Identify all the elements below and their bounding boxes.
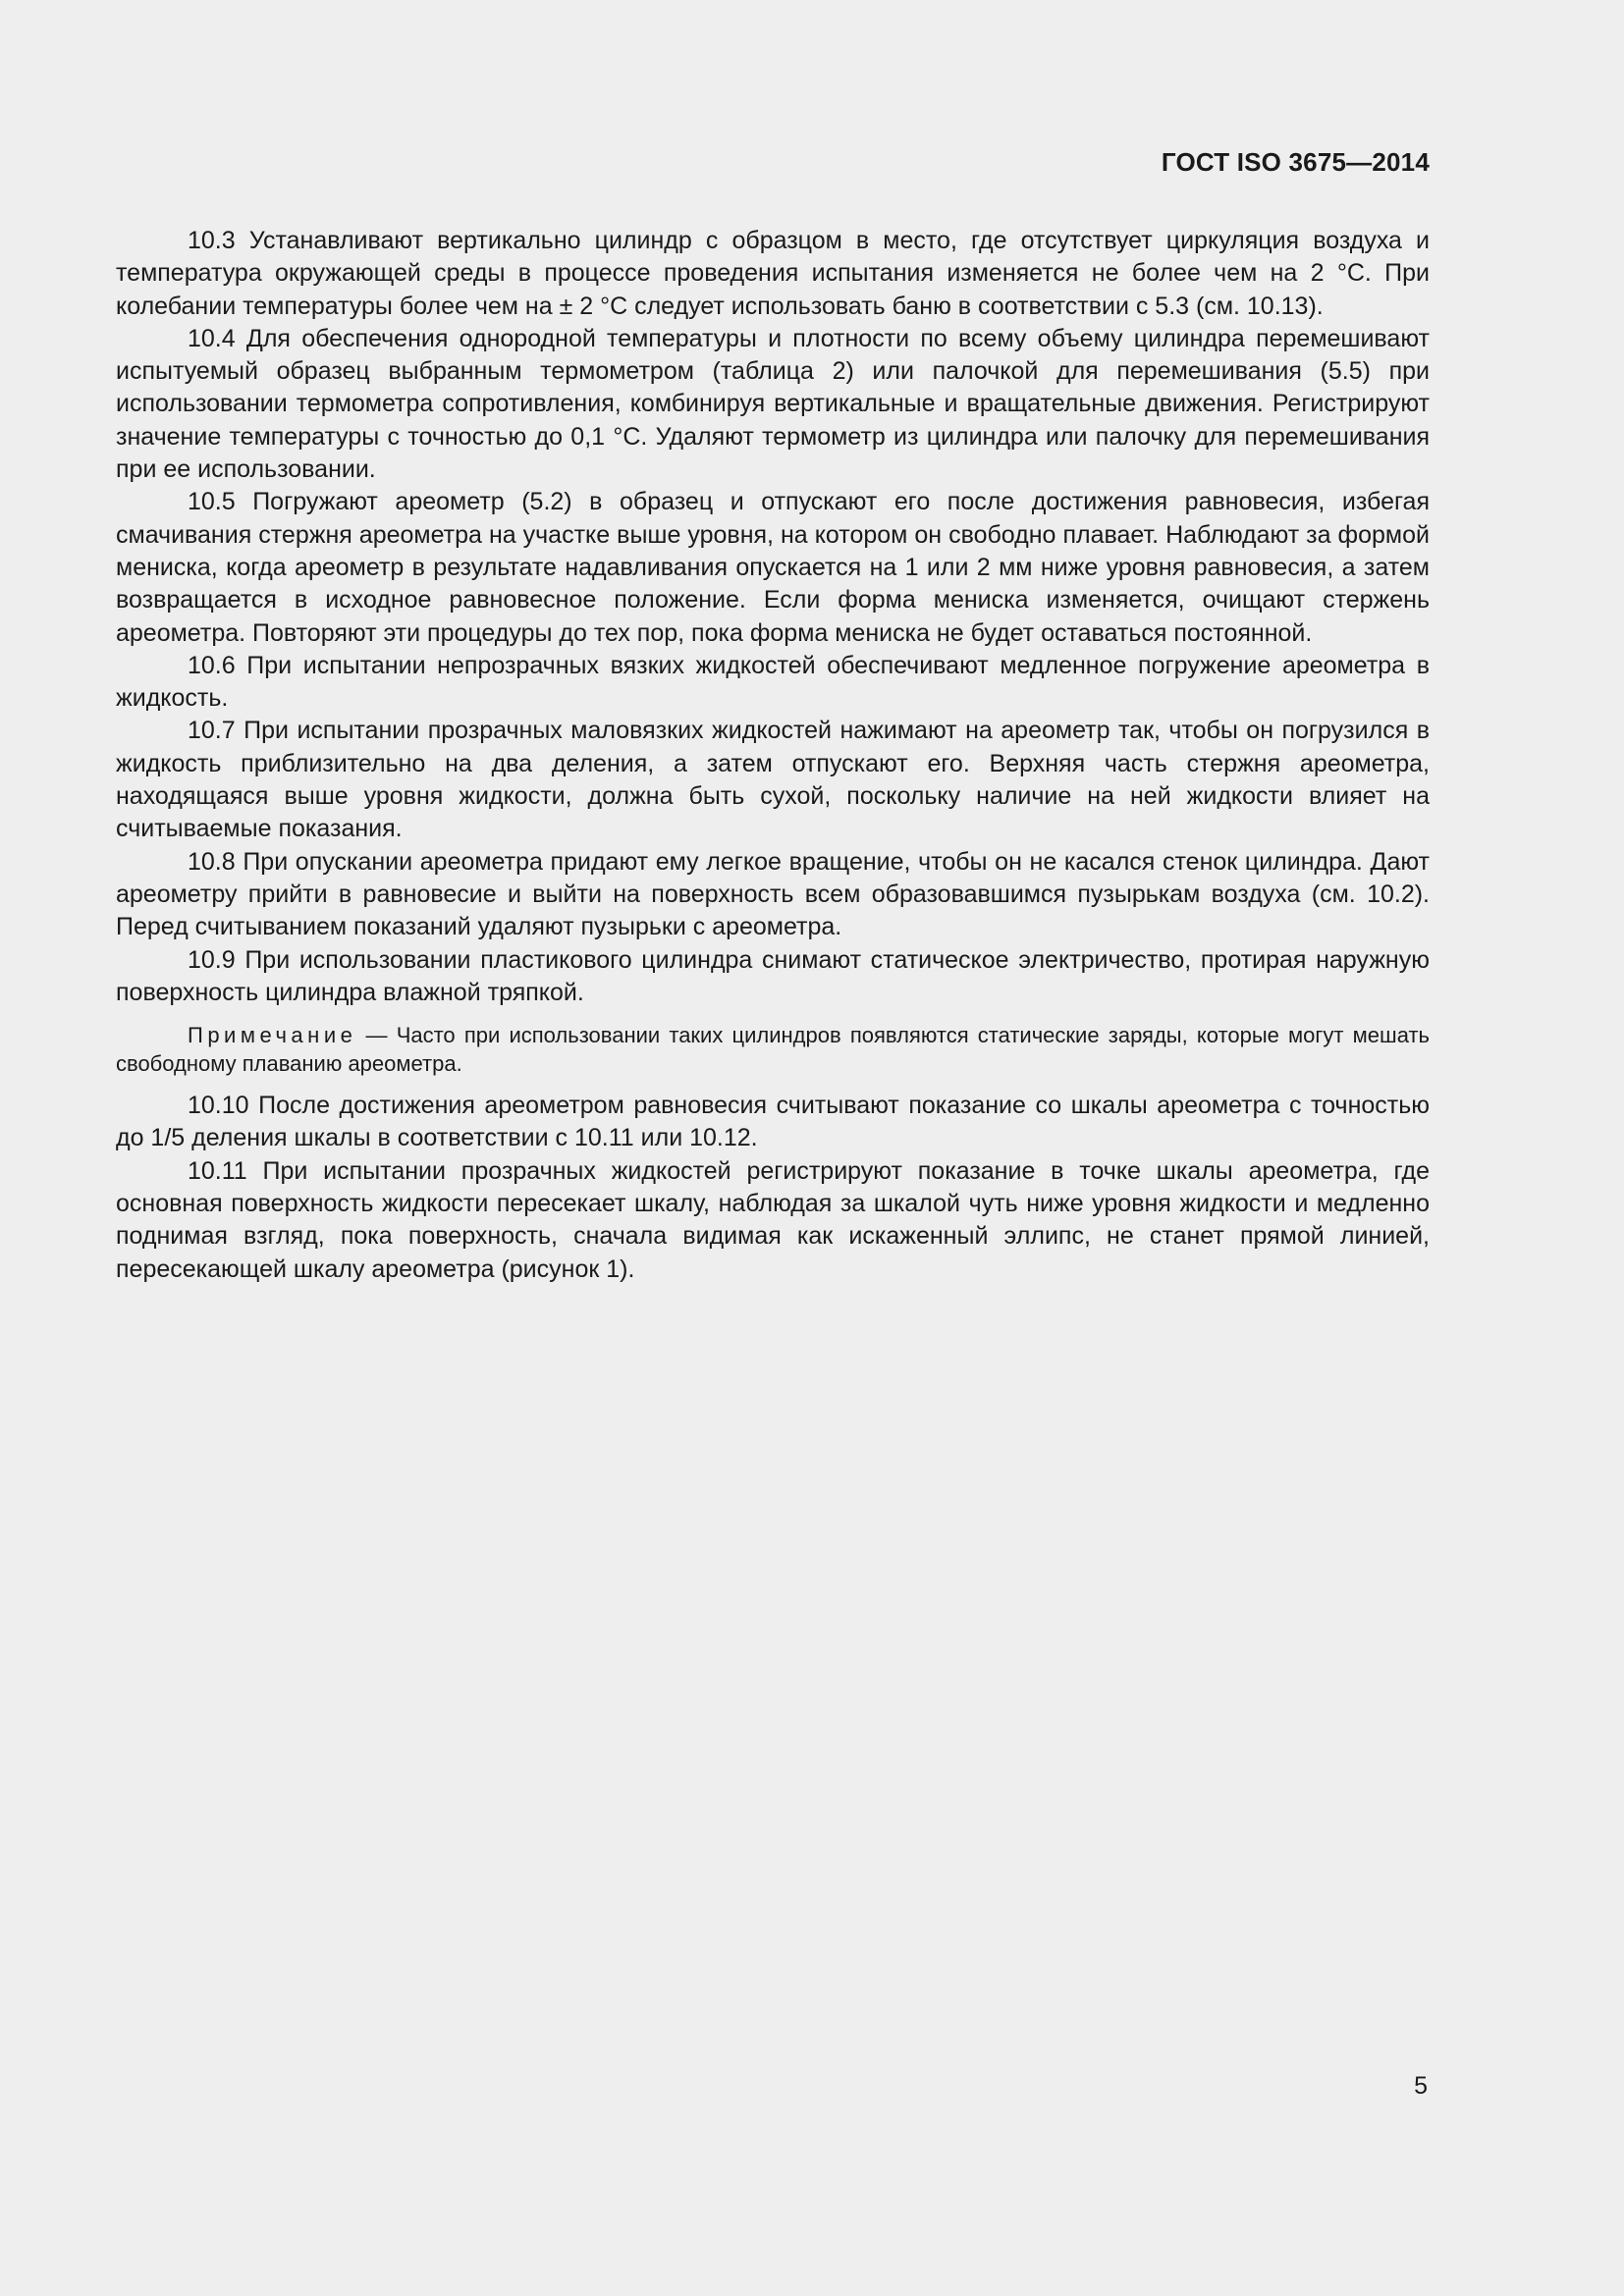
paragraph-10-10: 10.10 После достижения ареометром равновесия считывают показание со шкалы ареометра с точностью до 1/5 деления шкалы в соответствии с 10.11 или 10.12. (116, 1092, 1430, 1152)
paragraph-10-11: 10.11 При испытании прозрачных жидкостей регистрируют показание в точке шкалы ареометра, где основная поверхность жидкости пересекает шкалу, наблюдая за шкалой чуть ниже уровня жидкости и медленно поднимая взгляд, пока поверхность, сначала видимая как искаженный эллипс, не станет прямой линией, пересекающей шкалу ареометра (рисунок 1). (116, 1156, 1430, 1283)
paragraph-10-8: 10.8 При опускании ареометра придают ему легкое вращение, чтобы он не касался стенок цилиндра. Дают ареометру прийти в равновесие и выйти на поверхность всем образовавшимся пузырькам воздуха (см. 10.2). Перед считыванием показаний удаляют пузырьки с ареометра. (116, 847, 1430, 941)
paragraph-10-6: 10.6 При испытании непрозрачных вязких жидкостей обеспечивают медленное погружение ареометра в жидкость. (116, 651, 1430, 713)
note-text: Часто при использовании таких цилиндров появляются статические заряды, которые могут мешать свободному плаванию ареометра. (116, 1023, 1430, 1077)
paragraph-10-4: 10.4 Для обеспечения однородной температуры и плотности по всему объему цилиндра перемешивают испытуемый образец выбранным термометром (таблица 2) или палочкой для перемешивания (5.5) при использовании термометра сопротивления, комбинируя вертикальные и вращательные движения. Регистрируют значение температуры с точностью до 0,1 °С. Удаляют термометр из цилиндра или палочку для перемешивания при ее использовании. (116, 324, 1430, 484)
paragraph-10-3: 10.3 Устанавливают вертикально цилиндр с образцом в место, где отсутствует циркуляция воздуха и температура окружающей среды в процессе проведения испытания изменяется не более чем на 2 °С. При колебании температуры более чем на ± 2 °С следует использовать баню в соответствии с 5.3 (см. 10.13). (116, 227, 1430, 320)
note (116, 1021, 1430, 1078)
note-dash: — (356, 1023, 397, 1048)
paragraph-10-7: 10.7 При испытании прозрачных маловязких жидкостей нажимают на ареометр так, чтобы он погрузился в жидкость приблизительно на два деления, а затем отпускают его. Верхняя часть стержня ареометра, находящаяся выше уровня жидкости, должна быть сухой, поскольку наличие на ней жидкости влияет на считываемые показания. (116, 717, 1430, 843)
page-number: 5 (1414, 2072, 1428, 2100)
note-label: Примечание (188, 1023, 357, 1048)
paragraph-10-5: 10.5 Погружают ареометр (5.2) в образец и отпускают его после достижения равновесия, избегая смачивания стержня ареометра на участке выше уровня, на котором он свободно плавает. Наблюдают за формой мениска, когда ареометр в результате надавливания опускается на 1 или 2 мм ниже уровня равновесия, а затем возвращается в исходное равновесное положение. Если форма мениска изменяется, очищают стержень ареометра. Повторяют эти процедуры до тех пор, пока форма мениска не будет оставаться постоянной. (116, 488, 1430, 647)
document-body (116, 225, 1430, 1286)
paragraph-10-9: 10.9 При использовании пластикового цилиндра снимают статическое электричество, протирая наружную поверхность цилиндра влажной тряпкой. (116, 945, 1430, 1006)
document-id-header: ГОСТ ISO 3675—2014 (1161, 147, 1430, 177)
